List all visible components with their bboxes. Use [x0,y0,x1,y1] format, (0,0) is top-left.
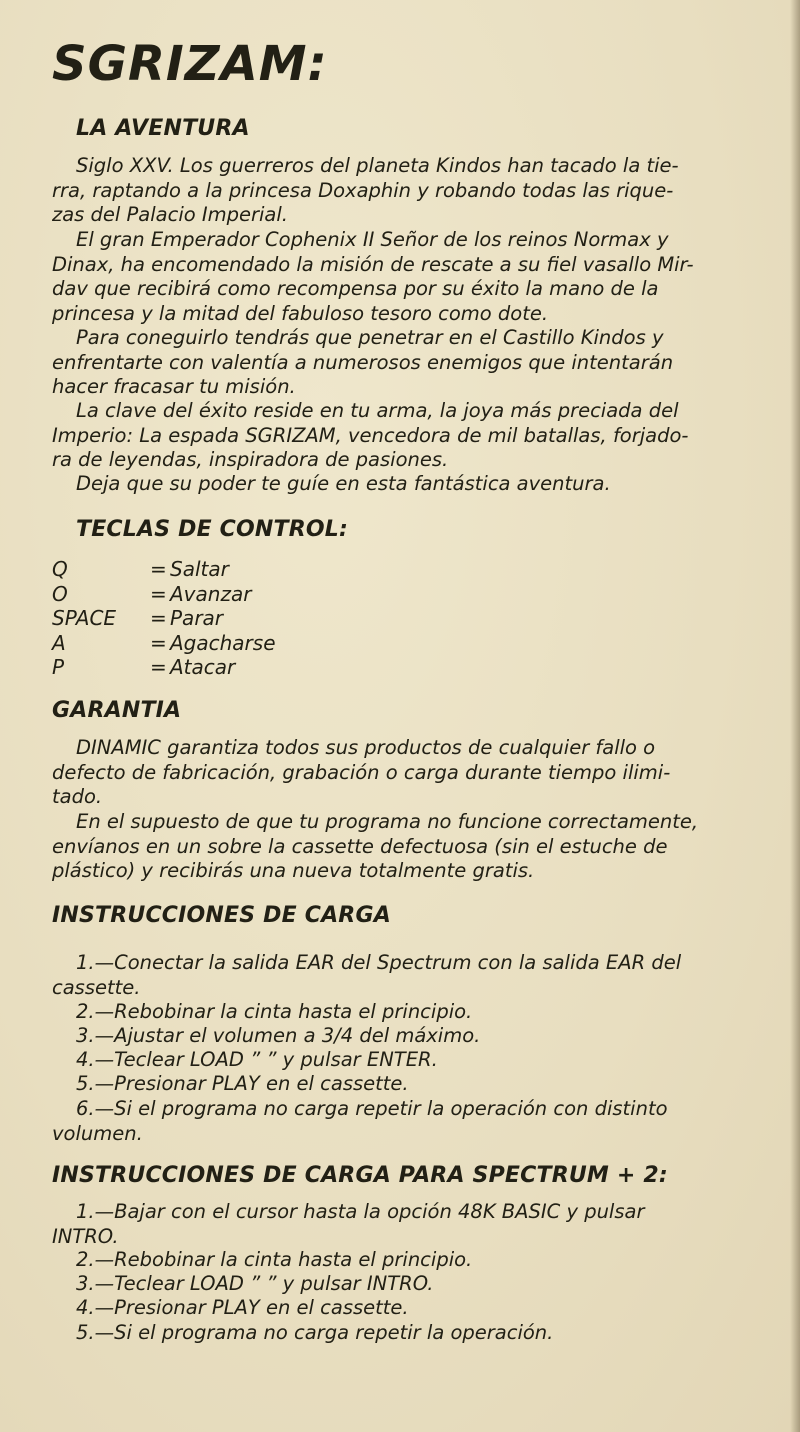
loading-plus2-step: 2.—Rebobinar la cinta hasta el principio. [76,1248,473,1271]
key-name: P [52,655,65,679]
key-row [52,606,276,631]
key-action: Saltar [170,557,229,581]
page-edge-shadow [790,0,800,1432]
key-row [52,582,276,607]
loading-step: 3.—Ajustar el volumen a 3/4 del máximo. [76,1024,481,1047]
loading-plus2-step: 3.—Teclear LOAD ” ” y pulsar INTRO. [76,1272,434,1295]
loading-step: 2.—Rebobinar la cinta hasta el principio. [76,1000,473,1023]
loading-plus2-step: 4.—Presionar PLAY en el cassette. [76,1296,409,1319]
warranty-paragraph: DINAMIC garantiza todos sus productos de cualquier fallo o defecto de fabricación, grabación o carga durante tiempo ilimi- tado. [52,736,671,808]
key-name: SPACE [52,606,117,630]
key-action: Avanzar [170,581,252,606]
adventure-paragraph: Deja que su poder te guíe en esta fantástica aventura. [76,472,611,495]
warranty-paragraph: En el supuesto de que tu programa no funcione correctamente, envíanos en un sobre la cassette defectuosa (sin el estuche de plástico) y recibirás una nueva totalmente gratis. [52,810,699,882]
key-equals: = [150,606,167,630]
key-action: Atacar [170,655,236,679]
key-equals: = [150,581,167,606]
key-equals: = [150,655,167,679]
adventure-paragraph: El gran Emperador Cophenix II Señor de los reinos Normax y Dinax, ha encomendado la misión de rescate a su fiel vasallo Mir- dav que recibirá como recompensa por su éxito la mano de la princesa y la mitad del fabuloso tesoro como dote. [52,228,694,325]
controls-heading: TECLAS DE CONTROL: [76,517,349,542]
key-equals: = [150,630,167,655]
key-action: Parar [170,606,224,630]
page-title: SGRIZAM: [52,36,328,92]
warranty-heading: GARANTIA [52,698,182,723]
key-name: A [52,630,66,655]
loading-plus2-step: 5.—Si el programa no carga repetir la operación. [76,1321,554,1344]
adventure-heading: LA AVENTURA [76,116,250,141]
key-row [52,557,276,582]
adventure-paragraph: Para coneguirlo tendrás que penetrar en el Castillo Kindos y enfrentarte con valentía a numerosos enemigos que intentarán hacer fracasar tu misión. [52,326,674,398]
adventure-paragraph: La clave del éxito reside en tu arma, la joya más preciada del Imperio: La espada SGRIZAM, vencedora de mil batallas, forjado- ra de leyendas, inspiradora de pasiones. [52,399,689,471]
loading-step: 5.—Presionar PLAY en el cassette. [76,1072,409,1095]
loading-plus2-heading: INSTRUCCIONES DE CARGA PARA SPECTRUM + 2: [52,1163,668,1188]
key-action: Agacharse [170,630,276,655]
loading-step: 4.—Teclear LOAD ” ” y pulsar ENTER. [76,1048,438,1071]
controls-key-list [52,557,276,680]
adventure-paragraph: Siglo XXV. Los guerreros del planeta Kindos han tacado la tie- rra, raptando a la princesa Doxaphin y robando todas las rique- zas del Palacio Imperial. [52,154,679,226]
key-name: Q [52,557,68,581]
loading-heading: INSTRUCCIONES DE CARGA [52,903,391,928]
key-name: O [52,581,68,606]
loading-plus2-step: 1.—Bajar con el cursor hasta la opción 48K BASIC y pulsar INTRO. [52,1200,645,1248]
key-row [52,655,276,680]
key-equals: = [150,557,167,581]
loading-step: 1.—Conectar la salida EAR del Spectrum con la salida EAR del cassette. [52,951,682,999]
loading-step: 6.—Si el programa no carga repetir la operación con distinto volumen. [52,1097,668,1145]
key-row [52,631,276,656]
